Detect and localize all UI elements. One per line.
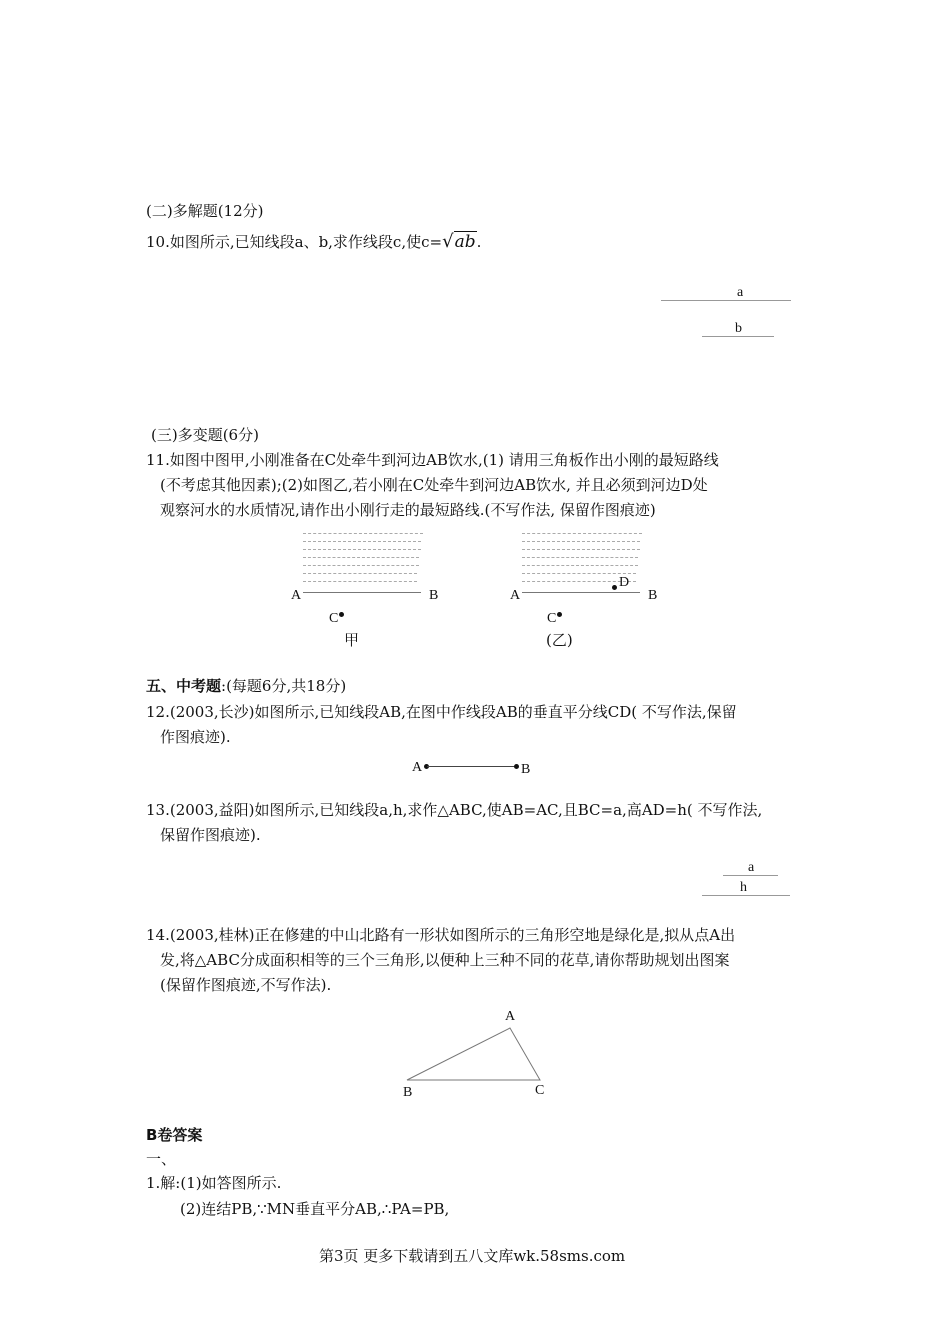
point-B [514, 764, 519, 769]
sqrt-symbol: √ [442, 231, 454, 252]
question-14-line-3: (保留作图痕迹,不写作法). [160, 976, 332, 994]
question-10-text: 10.如图所示,已知线段a、b,求作线段c,使c= [146, 233, 443, 251]
label-B: B [521, 762, 531, 777]
label-C: C [329, 611, 339, 626]
sqrt-radicand: ab [454, 232, 476, 252]
answers-line-3: (2)连结PB,∵MN垂直平分AB,∴PA=PB, [180, 1200, 450, 1218]
label-A: A [291, 588, 302, 603]
label-a: a [748, 860, 755, 875]
label-b: b [735, 321, 742, 336]
question-13-line-1: 13.(2003,益阳)如图所示,已知线段a,h,求作△ABC,使AB=AC,且BC=a,高AD=h( 不写作法, [146, 801, 763, 819]
riverbank-ab [303, 592, 421, 593]
label-a: a [737, 285, 744, 300]
label-A: A [505, 1009, 516, 1024]
section-5-title: 五、中考题 [146, 677, 222, 695]
point-D [612, 585, 617, 590]
label-C: C [547, 611, 557, 626]
question-12-line-1: 12.(2003,长沙)如图所示,已知线段AB,在图中作线段AB的垂直平分线CD( 不写作法,保留 [146, 703, 737, 721]
section-3-header: (三)多变题(6分) [151, 426, 259, 444]
label-B: B [429, 588, 439, 603]
label-h: h [740, 880, 747, 895]
label-D: D [619, 575, 630, 590]
label-A: A [510, 588, 521, 603]
question-13-line-2: 保留作图痕迹). [160, 826, 261, 844]
section-5-rest: :(每题6分,共18分) [221, 677, 347, 695]
question-11-line-2: (不考虑其他因素);(2)如图乙,若小刚在C处牵牛到河边AB饮水, 并且必须到河边D处 [160, 476, 708, 494]
segment-a [661, 300, 791, 301]
segment-ab [427, 766, 517, 767]
riverbank-ab [522, 592, 640, 593]
question-11-line-3: 观察河水的水质情况,请作出小刚行走的最短路线.(不写作法, 保留作图痕迹) [160, 501, 656, 519]
question-12-line-2: 作图痕迹). [160, 728, 231, 746]
question-14-line-2: 发,将△ABC分成面积相等的三个三角形,以便种上三种不同的花草,请你帮助规划出图案 [160, 951, 730, 969]
question-14-line-1: 14.(2003,桂林)正在修建的中山北路有一形状如图所示的三角形空地是绿化是,拟从点A出 [146, 926, 736, 944]
question-10 [146, 232, 481, 252]
section-5-header [146, 676, 346, 696]
point-C [339, 612, 344, 617]
label-A: A [412, 760, 423, 775]
point-C [557, 612, 562, 617]
label-B: B [648, 588, 658, 603]
question-11-line-1: 11.如图中图甲,小刚准备在C处牵牛到河边AB饮水,(1) 请用三角板作出小刚的最短路线 [146, 451, 719, 469]
answers-line-2: 1.解:(1)如答图所示. [146, 1174, 282, 1192]
page-footer: 第3页 更多下载请到五八文库wk.58sms.com [319, 1247, 626, 1265]
label-C: C [535, 1083, 545, 1098]
answers-title: B卷答案 [146, 1126, 203, 1144]
answers-line-1: 一、 [146, 1150, 177, 1168]
section-2-header: (二)多解题(12分) [146, 202, 264, 220]
label-B: B [403, 1085, 413, 1100]
caption-jia: 甲 [344, 631, 360, 649]
triangle-abc [407, 1028, 540, 1080]
question-10-tail: . [476, 233, 482, 251]
caption-yi: (乙) [546, 631, 573, 649]
